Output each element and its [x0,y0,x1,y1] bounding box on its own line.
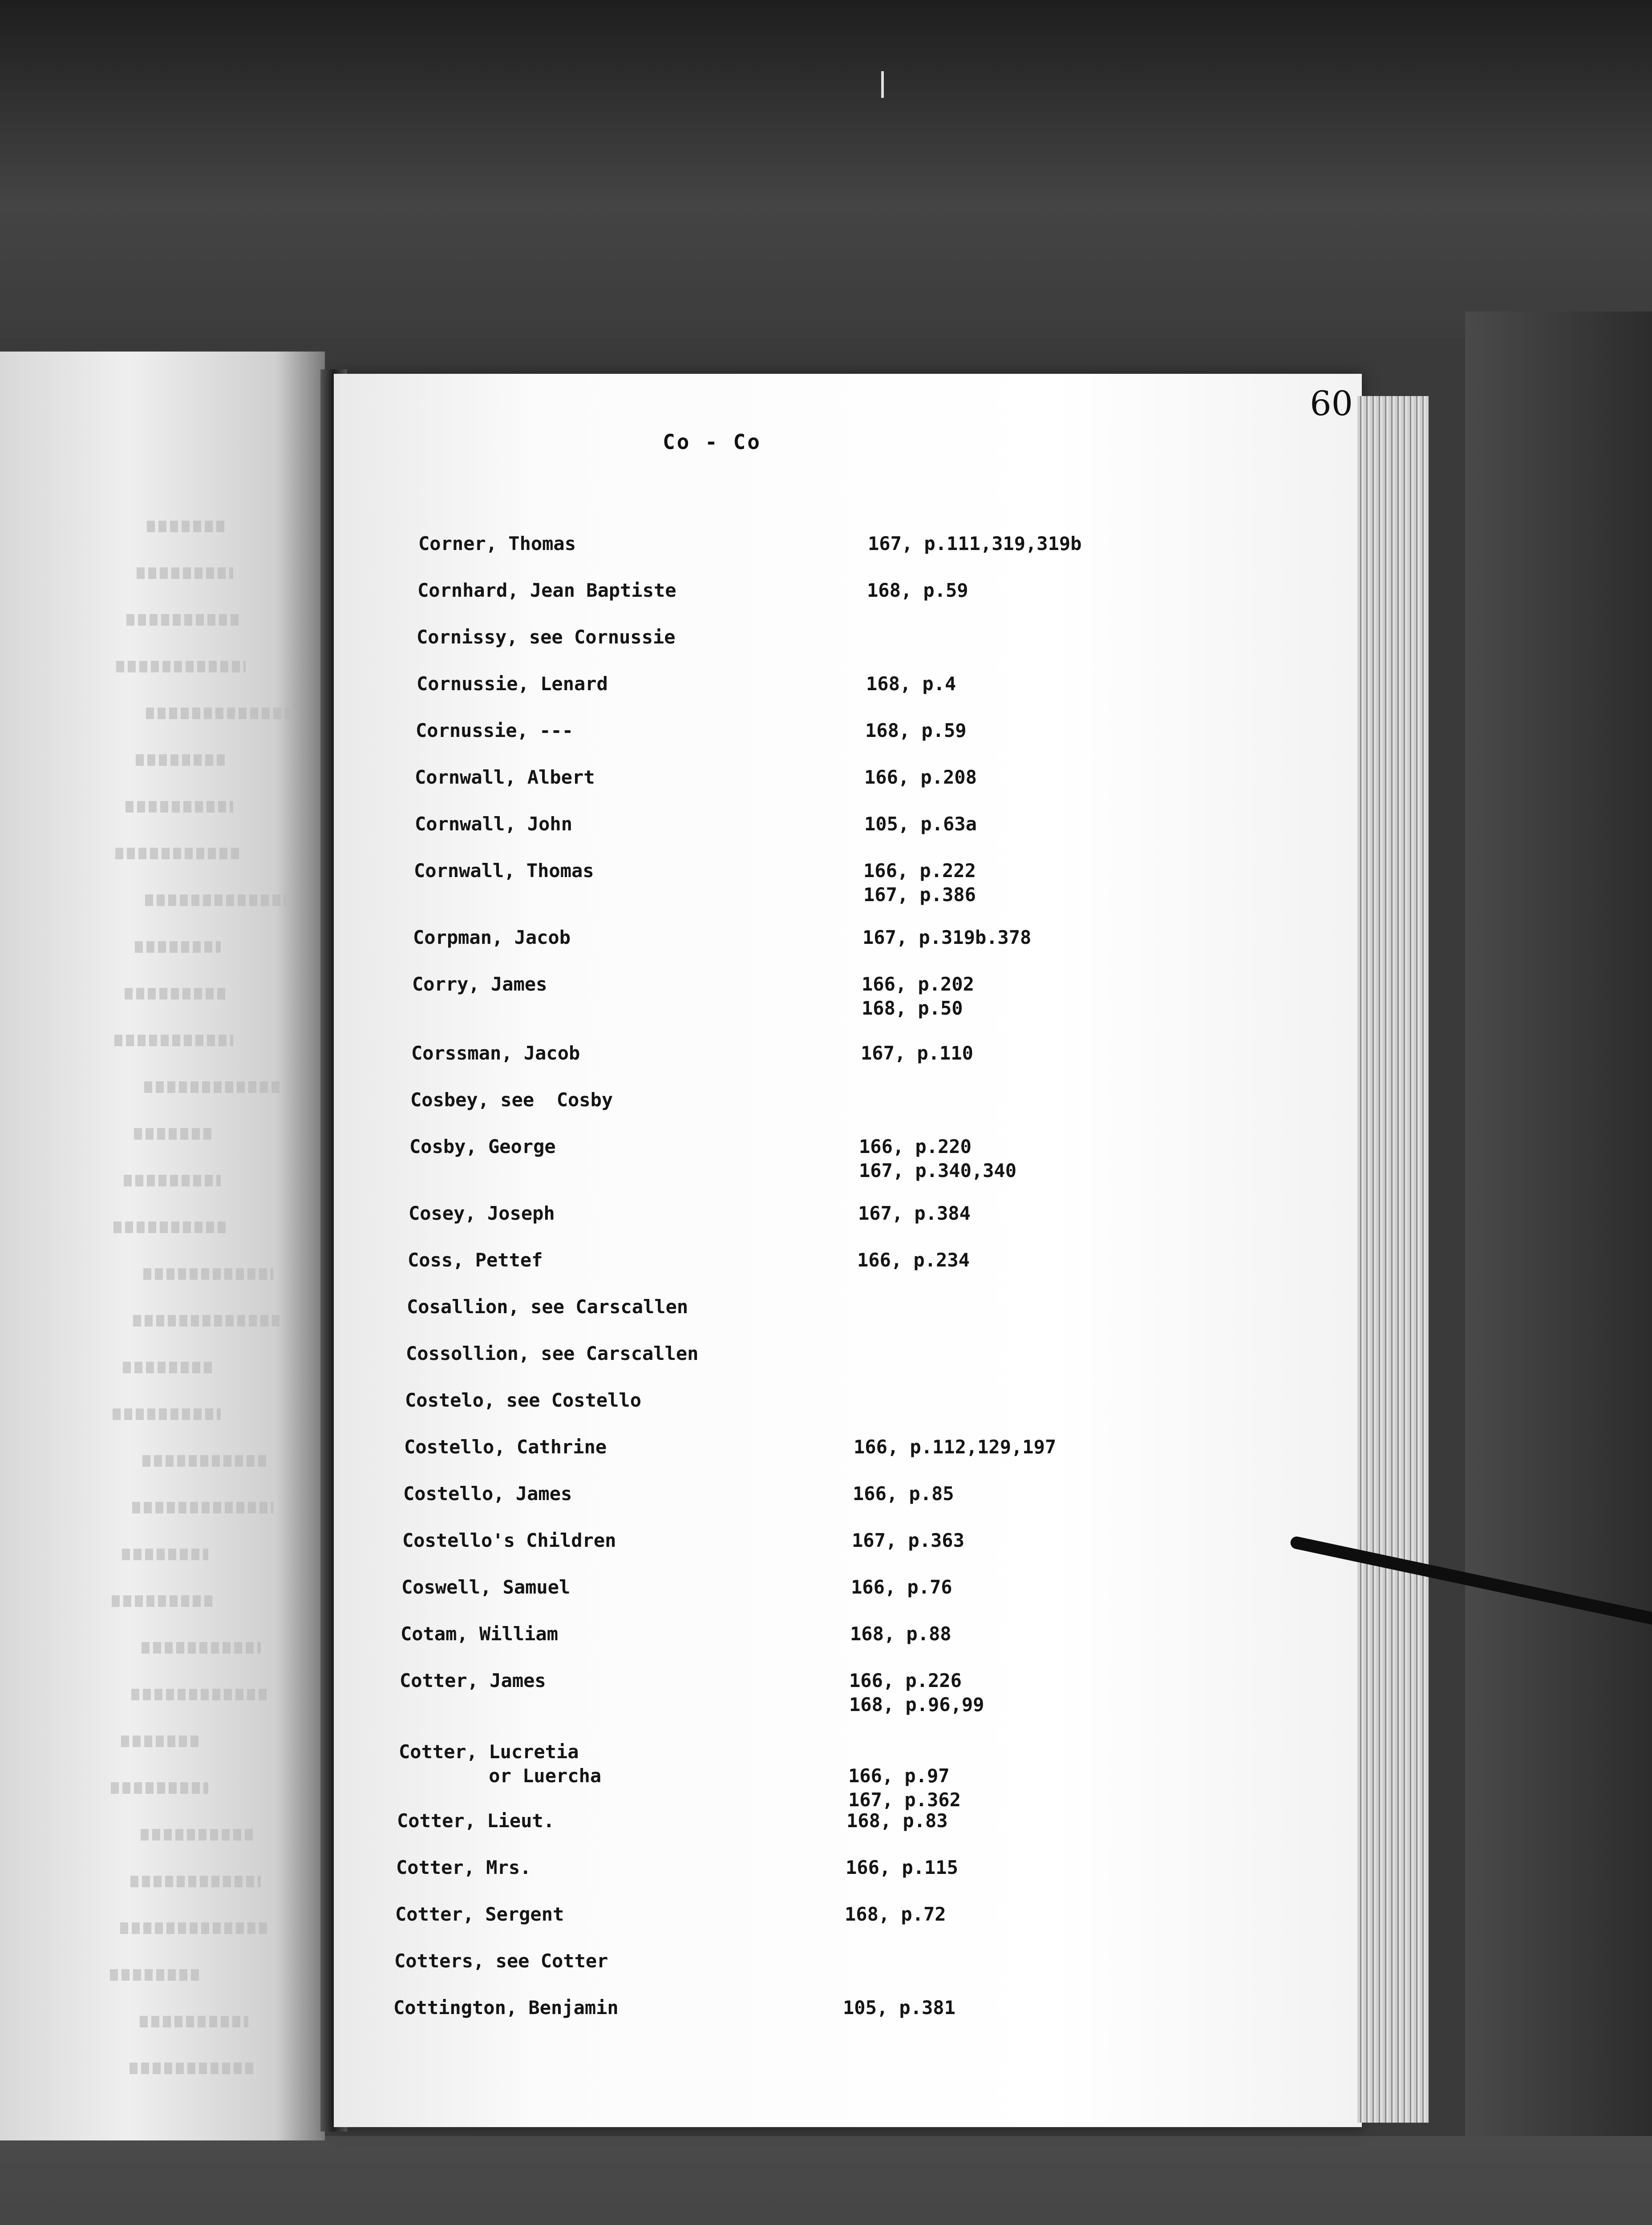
entry-reference: 166, p.85 [853,1483,954,1505]
bleed-through-mark [124,1175,221,1186]
entry-reference: 166, p.76 [851,1576,952,1598]
bleed-through-mark [145,894,286,906]
entry-reference: 166, p.234 [857,1249,970,1271]
entry-reference: 168, p.59 [867,579,968,601]
bleed-through-mark [146,708,292,719]
entry-reference: 166, p.202 [862,973,974,995]
entry-reference: 168, p.83 [846,1810,948,1832]
entry-references [848,1740,961,1812]
entry-name: Coswell, Samuel [401,1576,571,1598]
bleed-through-mark [113,1222,227,1233]
entry-references [864,812,977,836]
bleed-through-mark [130,1876,261,1887]
bleed-through-mark [126,614,239,626]
entry-reference: 105, p.381 [843,1997,956,2019]
bleed-through-mark [130,2063,255,2074]
bleed-through-mark [122,1549,208,1560]
entry-references [862,926,1031,950]
bleed-through-mark [125,988,227,999]
entry-name: Cosallion, see Carscallen [407,1296,688,1318]
entry-name: Cornwall, Albert [415,766,595,788]
entry-references [851,1575,952,1599]
bleed-through-mark [142,1455,267,1467]
backdrop-bottom [0,2136,1652,2225]
entry-reference: 168, p.72 [845,1903,946,1925]
entry-reference: 168, p.4 [866,673,956,695]
entry-reference: 166, p.222 [863,860,976,882]
entry-references [859,1135,1016,1183]
entry-name: Cornussie, --- [416,720,574,741]
entry-reference: 167, p.386 [863,884,976,906]
page-heading: Co - Co [663,430,761,454]
entry-reference: 166, p.226 [849,1670,962,1691]
bleed-through-mark [133,1315,279,1327]
entry-references [864,765,977,789]
entry-reference: 167, p.384 [858,1202,971,1224]
entry-name: Cosey, Joseph [409,1202,555,1224]
entry-name: Cosbey, see Cosby [410,1089,613,1111]
entry-references [849,1669,984,1717]
entry-name: Cotter, James [400,1670,546,1691]
entry-references [865,719,967,743]
entry-name: Cotter, Sergent [395,1903,564,1925]
bleed-through-mark [131,1689,267,1700]
entry-references [867,578,968,603]
entry-reference: 168, p.96,99 [849,1694,984,1715]
bleed-through-mark [144,1081,279,1093]
entry-reference: 167, p.110 [861,1042,973,1064]
entry-name: Corpman, Jacob [413,926,571,948]
bleed-through-mark [147,521,227,532]
page-number: 60 [1310,384,1353,423]
bleed-through-mark [114,1035,233,1046]
bleed-through-mark [123,1362,215,1373]
entry-references [845,1902,946,1926]
entry-reference: 167, p.111,319,319b [868,533,1082,554]
entry-name: Coss, Pettef [408,1249,543,1271]
entry-references [846,1856,958,1880]
entry-references [858,1202,971,1226]
backdrop-top [0,0,1652,338]
bleed-through-mark [136,754,227,766]
entry-references [850,1622,952,1646]
entry-name: Cotter, Lieut. [397,1810,555,1832]
bleed-through-mark [121,1736,202,1747]
entry-reference: 166, p.208 [864,766,977,788]
entry-references [863,859,976,907]
bleed-through-mark [115,848,239,859]
bleed-through-mark [141,1829,255,1841]
entry-name: Cornwall, Thomas [414,860,594,882]
entry-name: Cornhard, Jean Baptiste [417,579,676,601]
entry-name: Cornussie, Lenard [417,673,608,695]
entry-reference: 167, p.340,340 [859,1160,1017,1181]
entry-reference: 166, p.115 [846,1857,958,1878]
bleed-through-mark [132,1502,273,1513]
entry-name: Cornissy, see Cornussie [417,626,676,648]
entry-reference [848,1740,961,1764]
entry-references [866,672,956,696]
bleed-through-mark [112,1595,215,1607]
entry-name: Costello, James [403,1483,572,1505]
entry-references [843,1996,956,2020]
bleed-through-mark [116,661,246,672]
entry-name: Cottington, Benjamin [393,1997,619,2019]
entry-name: Costello, Cathrine [404,1436,607,1458]
entry-name: Costelo, see Costello [405,1389,642,1411]
entry-name: Cotter, Mrs. [396,1857,531,1878]
film-tick-mark [881,71,884,98]
backdrop-right [1465,312,1652,2225]
entry-reference: 167, p.362 [848,1789,961,1811]
entry-references [852,1529,964,1553]
entry-name: Cossollion, see Carscallen [406,1343,699,1364]
entry-name: Cosby, George [409,1136,556,1157]
entry-reference: 105, p.63a [864,813,977,835]
bleed-through-mark [111,1782,208,1794]
entry-name: Corssman, Jacob [411,1042,580,1064]
bleed-through-mark [126,801,233,813]
entry-name: Corry, James [412,973,547,995]
entry-reference: 167, p.319b.378 [862,926,1032,948]
entry-name: Corner, Thomas [418,533,576,554]
entry-references [861,1041,973,1065]
bleed-through-mark [120,1922,267,1934]
entry-references [853,1482,954,1506]
entry-references [862,972,974,1020]
entry-reference: 166, p.220 [859,1136,972,1157]
bleed-through-mark [143,1268,273,1280]
entry-name: Costello's Children [402,1529,616,1551]
bleed-through-mark [137,567,233,579]
page-stack-edge [1357,396,1429,2123]
entry-references [854,1435,1056,1459]
bleed-through-mark [134,1128,215,1140]
entry-reference: 166, p.97 [848,1765,950,1787]
entry-reference: 168, p.88 [850,1623,952,1645]
entry-references [868,532,1081,556]
index-page [334,374,1362,2127]
bleed-through-mark [140,2016,248,2027]
bleed-through-mark [113,1408,221,1420]
entry-name: Cotters, see Cotter [394,1950,608,1972]
entry-name: Cornwall, John [415,813,573,835]
entry-reference: 166, p.112,129,197 [854,1436,1057,1458]
entry-reference: 167, p.363 [852,1529,964,1551]
bleed-through-mark [110,1969,202,1981]
entry-references [846,1809,948,1833]
entry-name: Cotter, Lucretia or Luercha [399,1741,602,1787]
facing-page-left [0,352,325,2140]
entry-reference: 168, p.59 [865,720,967,741]
bleed-through-mark [142,1642,261,1654]
entry-references [857,1248,970,1272]
entry-reference: 168, p.50 [862,997,963,1019]
bleed-through-mark [135,941,221,953]
entry-name: Cotam, William [401,1623,559,1645]
